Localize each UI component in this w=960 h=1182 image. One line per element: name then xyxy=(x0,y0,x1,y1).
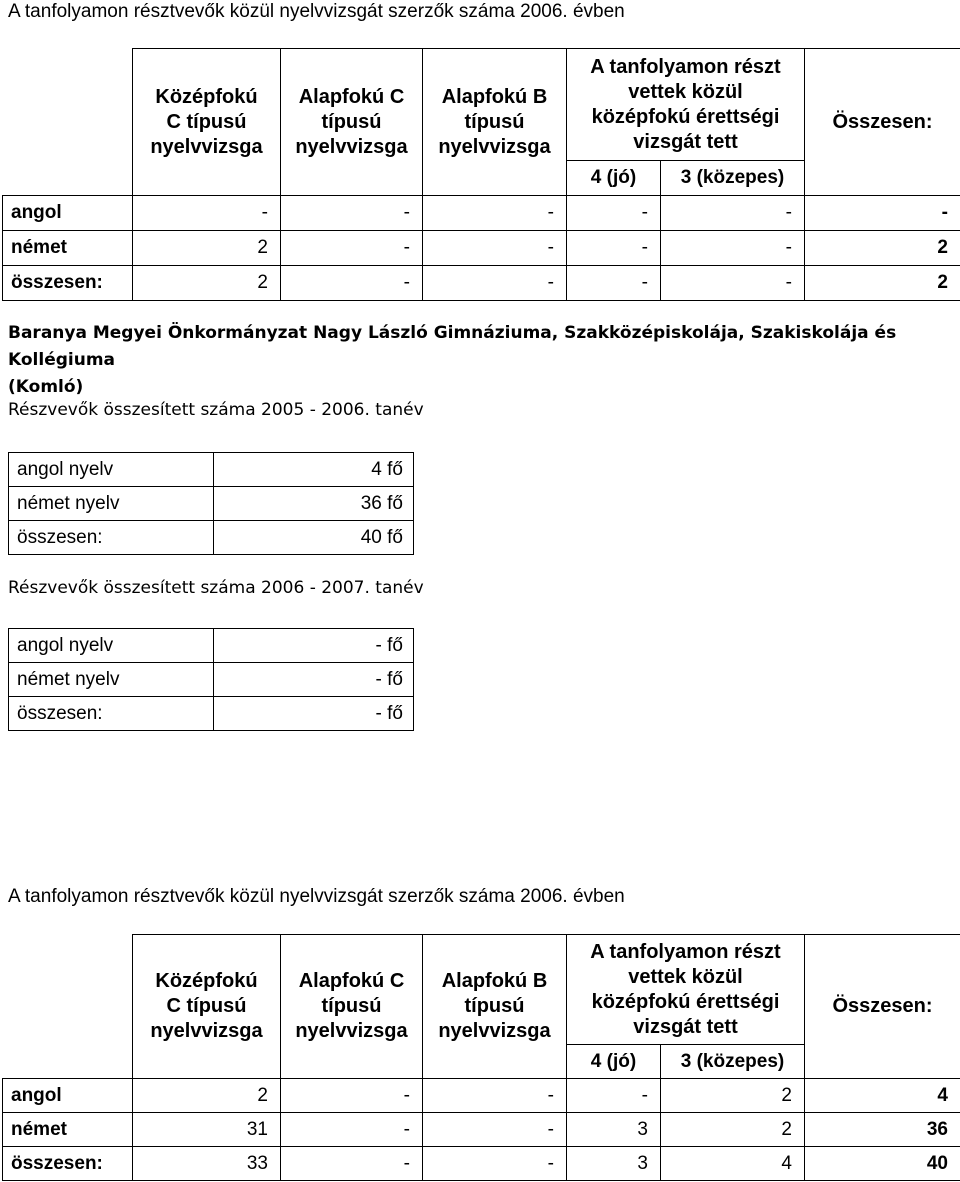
table-row: német nyelv 36 fő xyxy=(9,487,414,521)
header-sub-average: 3 (közepes) xyxy=(661,1045,805,1079)
header-col1: Középfokú C típusú nyelvvizsga xyxy=(133,935,281,1079)
header-sub-average: 3 (közepes) xyxy=(661,161,805,196)
table-row: összesen: 2 - - - - 2 xyxy=(3,266,960,301)
participants-2005-title: Részvevők összesített száma 2005 - 2006. tanév xyxy=(8,400,424,420)
participants-2005-table xyxy=(8,452,414,555)
participants-2006-table xyxy=(8,628,414,731)
exam-table-2 xyxy=(2,934,960,1181)
table-row: összesen: - fő xyxy=(9,697,414,731)
header-col3: Alapfokú B típusú nyelvvizsga xyxy=(423,49,567,196)
table-row: angol - - - - - - xyxy=(3,196,960,231)
table-row: összesen: 40 fő xyxy=(9,521,414,555)
section2-title: A tanfolyamon résztvevők közül nyelvvizsgát szerzők száma 2006. évben xyxy=(8,886,625,907)
corner-cell xyxy=(3,49,133,196)
table-row: angol nyelv - fő xyxy=(9,629,414,663)
table-row: német nyelv - fő xyxy=(9,663,414,697)
table-row: összesen: 33 - - 3 4 40 xyxy=(3,1147,960,1181)
header-total: Összesen: xyxy=(805,49,960,196)
header-group: A tanfolyamon részt vettek közül középfokú érettségi vizsgát tett xyxy=(567,49,805,161)
section1-title: A tanfolyamon résztvevők közül nyelvvizsgát szerzők száma 2006. évben xyxy=(8,1,625,22)
table-row: német 2 - - - - 2 xyxy=(3,231,960,266)
participants-2006-title: Részvevők összesített száma 2006 - 2007. tanév xyxy=(8,578,424,598)
table-row: angol nyelv 4 fő xyxy=(9,453,414,487)
table-row: német 31 - - 3 2 36 xyxy=(3,1113,960,1147)
header-col2: Alapfokú C típusú nyelvvizsga xyxy=(281,935,423,1079)
corner-cell xyxy=(3,935,133,1079)
header-col1: Középfokú C típusú nyelvvizsga xyxy=(133,49,281,196)
header-group: A tanfolyamon részt vettek közül középfokú érettségi vizsgát tett xyxy=(567,935,805,1045)
header-total: Összesen: xyxy=(805,935,960,1079)
header-sub-good: 4 (jó) xyxy=(567,161,661,196)
header-sub-good: 4 (jó) xyxy=(567,1045,661,1079)
school-name: Baranya Megyei Önkormányzat Nagy László Gimnáziuma, Szakközépiskolája, Szakiskolája és Kollégiuma (Komló) xyxy=(8,323,897,397)
header-col3: Alapfokú B típusú nyelvvizsga xyxy=(423,935,567,1079)
exam-table-1 xyxy=(2,48,960,301)
header-col2: Alapfokú C típusú nyelvvizsga xyxy=(281,49,423,196)
table-row: angol 2 - - - 2 4 xyxy=(3,1079,960,1113)
